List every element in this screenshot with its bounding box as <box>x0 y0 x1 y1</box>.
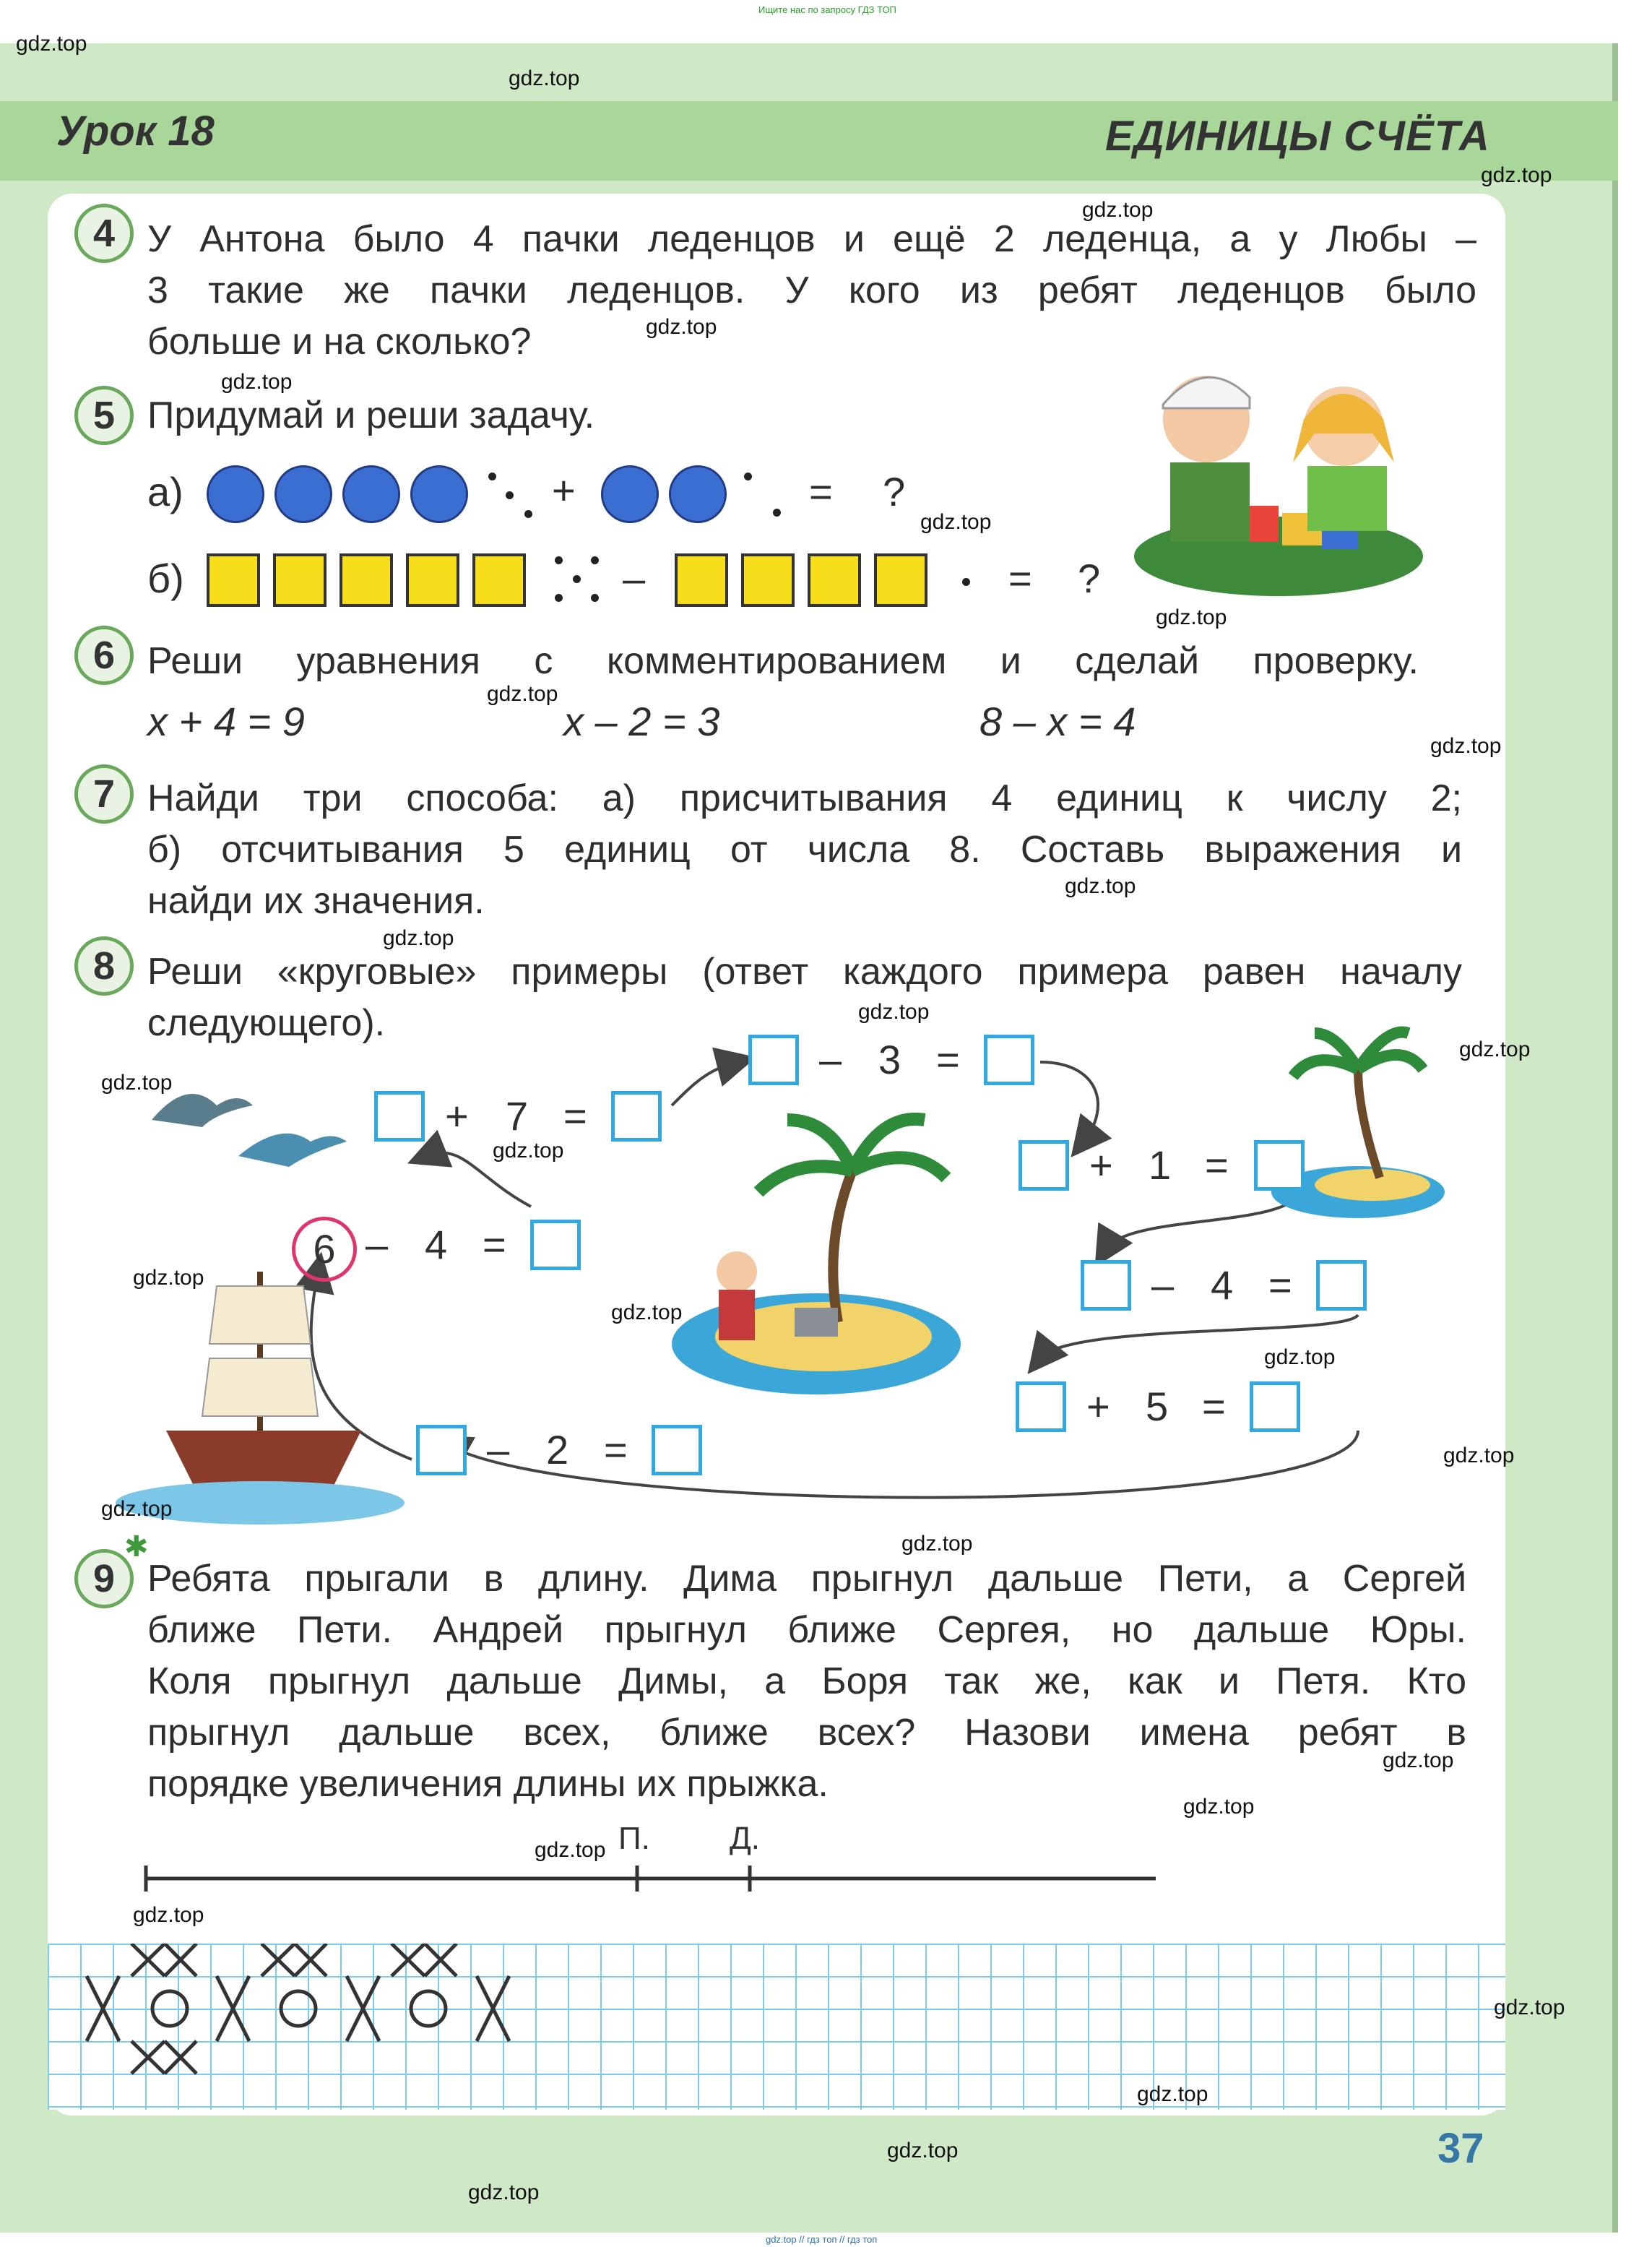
watermark: gdz.top <box>1443 1444 1515 1467</box>
op-5-sign: – <box>1151 1262 1175 1308</box>
dot <box>488 473 496 480</box>
task-7-line-1: Найди три способа: а) присчитывания 4 единиц к числу 2; <box>147 777 1462 819</box>
task-7-line-3: найди их значения. <box>147 880 485 922</box>
op-6-number: 5 <box>1146 1384 1169 1429</box>
dot <box>962 578 970 586</box>
dot <box>573 575 581 583</box>
task-6-text: Реши уравнения с комментированием и сделай проверку. <box>147 640 1419 682</box>
op-1-number: 4 <box>425 1222 448 1267</box>
task-8-line-2: следующего). <box>147 1002 386 1044</box>
equation-3: 8 – x = 4 <box>979 699 1136 744</box>
op-3-number: 3 <box>878 1037 901 1082</box>
op-5-number: 4 <box>1211 1262 1234 1308</box>
plus-sign: + <box>552 467 576 513</box>
watermark: gdz.top <box>133 1266 204 1290</box>
yellow-square <box>874 553 927 607</box>
watermark: gdz.top <box>1494 1996 1565 2019</box>
yellow-square <box>406 553 459 607</box>
blue-circle <box>342 465 400 523</box>
answer-box[interactable] <box>416 1425 467 1475</box>
op-7-number: 2 <box>546 1427 569 1472</box>
op-7-sign: – <box>487 1427 510 1472</box>
star-icon: ✱ <box>124 1531 149 1563</box>
mark-p-label: П. <box>618 1821 650 1856</box>
task-8-line-1: Реши «круговые» примеры (ответ каждого примера равен началу <box>147 951 1462 993</box>
task-9-line-1: Ребята прыгали в длину. Дима прыгнул дальше Пети, а Сергей <box>147 1558 1466 1600</box>
topic-title: ЕДИНИЦЫ СЧЁТА <box>1105 113 1490 160</box>
watermark: gdz.top <box>487 682 558 706</box>
cycle-arrows <box>0 997 1618 1546</box>
watermark: gdz.top <box>858 1000 930 1024</box>
yellow-square <box>472 553 526 607</box>
watermark: gdz.top <box>101 1071 173 1095</box>
bottom-note: gdz.top // гдз топ // гдз топ <box>766 2234 878 2245</box>
task-4-line-3: больше и на сколько? <box>147 321 532 363</box>
answer-box[interactable] <box>1019 1140 1069 1191</box>
op-3-sign: – <box>819 1037 842 1082</box>
question-mark: ? <box>883 469 906 514</box>
answer-box[interactable] <box>1081 1260 1131 1311</box>
blue-circle <box>410 465 468 523</box>
op-1-sign: – <box>366 1222 389 1267</box>
equation-2: x – 2 = 3 <box>563 699 720 744</box>
answer-box[interactable] <box>652 1425 702 1475</box>
watermark: gdz.top <box>16 32 87 56</box>
blue-circle <box>274 465 332 523</box>
watermark: gdz.top <box>1137 2082 1208 2106</box>
task-7-number: 7 <box>74 764 134 824</box>
dot <box>524 510 532 518</box>
dot <box>744 473 752 480</box>
watermark: gdz.top <box>1430 734 1502 758</box>
op-6-equals: = <box>1202 1384 1226 1429</box>
watermark: gdz.top <box>646 315 717 339</box>
watermark: gdz.top <box>468 2181 540 2204</box>
lesson-title: Урок 18 <box>56 108 215 155</box>
op-4-sign: + <box>1089 1142 1113 1188</box>
dot <box>555 556 563 564</box>
watermark: gdz.top <box>509 66 580 90</box>
op-2-number: 7 <box>506 1093 529 1139</box>
question-mark: ? <box>1078 556 1101 601</box>
answer-box[interactable] <box>1316 1260 1367 1311</box>
dot <box>591 556 599 564</box>
task-8-number: 8 <box>74 936 134 996</box>
mark-d-label: Д. <box>730 1821 761 1856</box>
watermark: gdz.top <box>493 1139 564 1163</box>
answer-box[interactable] <box>984 1035 1034 1085</box>
yellow-square <box>207 553 260 607</box>
watermark: gdz.top <box>1264 1345 1336 1369</box>
yellow-square <box>675 553 728 607</box>
answer-box[interactable] <box>611 1091 662 1142</box>
x-o-pattern <box>79 1944 527 2110</box>
op-4-number: 1 <box>1149 1142 1172 1188</box>
dot <box>555 594 563 602</box>
task-6-number: 6 <box>74 626 134 685</box>
number-line <box>137 1857 1170 1900</box>
op-3-equals: = <box>936 1037 960 1082</box>
watermark: gdz.top <box>221 370 293 394</box>
op-1-equals: = <box>483 1222 506 1267</box>
answer-box[interactable] <box>1254 1140 1305 1191</box>
equation-1: x + 4 = 9 <box>147 699 305 744</box>
answer-box[interactable] <box>374 1091 425 1142</box>
blue-circle <box>207 465 264 523</box>
watermark: gdz.top <box>901 1532 973 1556</box>
dot <box>591 594 599 602</box>
equals-sign: = <box>1008 556 1032 601</box>
watermark: gdz.top <box>920 510 992 534</box>
task-9-line-4: прыгнул дальше всех, ближе всех? Назови имена ребят в <box>147 1712 1466 1754</box>
op-2-equals: = <box>563 1093 587 1139</box>
op-2-sign: + <box>445 1093 469 1139</box>
yellow-square <box>741 553 795 607</box>
op-7-equals: = <box>604 1427 628 1472</box>
task-7-line-2: б) отсчитывания 5 единиц от числа 8. Составь выражения и <box>147 829 1462 871</box>
watermark: gdz.top <box>1459 1038 1531 1061</box>
blue-circle <box>669 465 727 523</box>
watermark: gdz.top <box>1082 198 1154 222</box>
watermark: gdz.top <box>383 926 454 950</box>
watermark: gdz.top <box>887 2139 959 2162</box>
dot <box>506 491 514 499</box>
answer-box[interactable] <box>1016 1381 1066 1432</box>
task-9-line-5: порядке увеличения длины их прыжка. <box>147 1763 829 1805</box>
minus-sign: – <box>623 556 646 601</box>
equals-sign: = <box>809 469 833 514</box>
task-5-a-label: а) <box>147 469 183 514</box>
task-9-line-3: Коля прыгнул дальше Димы, а Боря так же, как и Петя. Кто <box>147 1660 1466 1702</box>
answer-box[interactable] <box>530 1220 581 1270</box>
dot <box>773 509 781 517</box>
task-4-line-2: 3 такие же пачки леденцов. У кого из ребят леденцов было <box>147 269 1476 311</box>
watermark: gdz.top <box>1383 1748 1454 1772</box>
watermark: gdz.top <box>101 1497 173 1521</box>
page-number: 37 <box>1437 2125 1484 2172</box>
task-4-line-1: У Антона было 4 пачки леденцов и ещё 2 леденца, а у Любы – <box>147 218 1476 260</box>
watermark: gdz.top <box>535 1838 606 1862</box>
watermark: gdz.top <box>1156 605 1227 629</box>
yellow-square <box>273 553 326 607</box>
watermark: gdz.top <box>1183 1795 1255 1819</box>
op-4-equals: = <box>1205 1142 1229 1188</box>
op-5-equals: = <box>1268 1262 1292 1308</box>
yellow-square <box>340 553 393 607</box>
task-9-line-2: ближе Пети. Андрей прыгнул ближе Сергея, но дальше Юры. <box>147 1609 1466 1651</box>
watermark: gdz.top <box>1065 874 1136 898</box>
task-9-number: 9 <box>74 1549 134 1608</box>
answer-box[interactable] <box>748 1035 799 1085</box>
watermark: gdz.top <box>1481 163 1552 187</box>
children-illustration <box>1127 340 1430 600</box>
task-5-b-label: б) <box>147 556 184 601</box>
task-4-number: 4 <box>74 204 134 263</box>
start-number-6: 6 <box>292 1217 357 1282</box>
watermark: gdz.top <box>133 1903 204 1927</box>
blue-circle <box>601 465 659 523</box>
task-5-number: 5 <box>74 386 134 445</box>
yellow-square <box>808 553 861 607</box>
top-note: Ищите нас по запросу ГДЗ ТОП <box>758 4 896 15</box>
op-6-sign: + <box>1086 1384 1110 1429</box>
answer-box[interactable] <box>1250 1381 1300 1432</box>
watermark: gdz.top <box>611 1301 683 1324</box>
task-5-text: Придумай и реши задачу. <box>147 394 595 436</box>
